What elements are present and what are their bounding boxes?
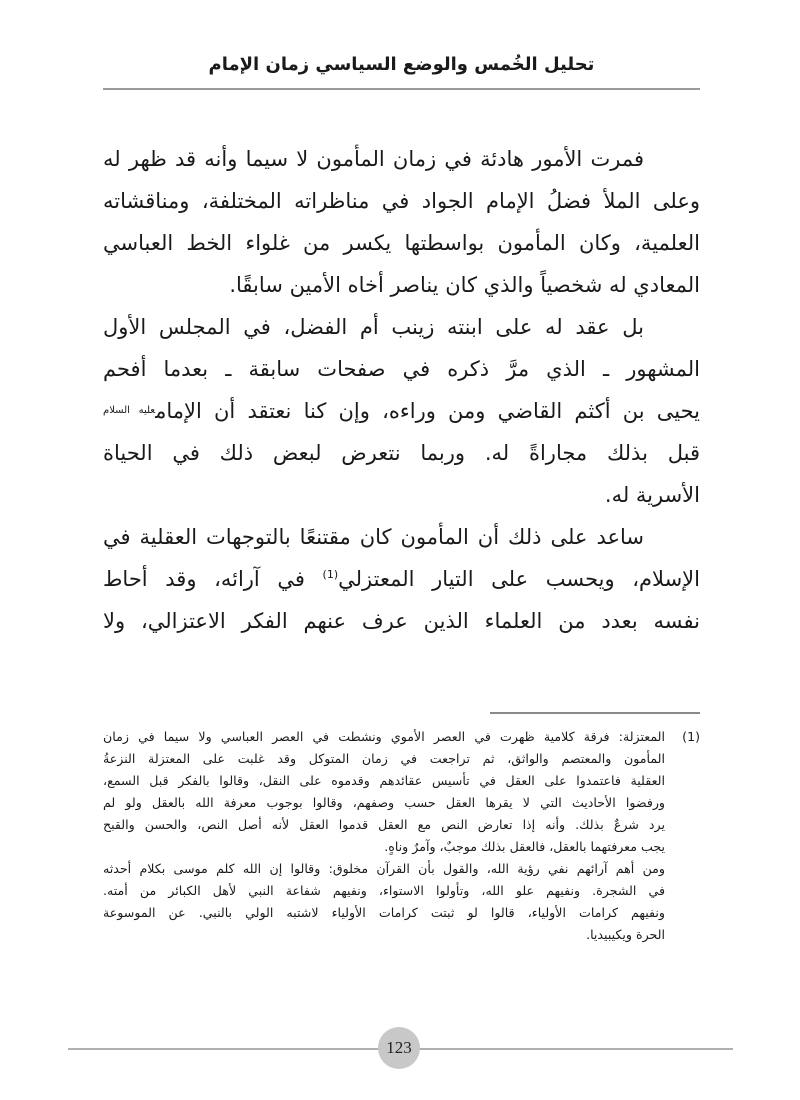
footnote-reference[interactable]: (1) (322, 568, 339, 581)
footnote-divider (490, 712, 700, 714)
footnote-line: في الشجرة. ونفيهم علو الله، وتأولوا الاستواء، ونفيهم شفاعة النبي لأهل الكبائر من أمته. (103, 883, 665, 898)
text-line (103, 390, 700, 432)
text-line: بل عقد له على ابنته زينب أم الفضل، في المجلس الأول (103, 315, 644, 339)
paragraph-1 (103, 138, 700, 306)
text-segment: في آرائه، وقد أحاط (103, 567, 323, 591)
footnote-line: العقلية فاعتمدوا على العقل في تأسيس عقائدهم وقدموه على النقل، وقالوا بالفكر قبل السمع، (103, 773, 665, 788)
text-line: الأسرية له. (604, 483, 700, 507)
paragraph-2 (103, 306, 700, 516)
text-line: قبل بذلك مجاراةً له. وربما نتعرض لبعض ذلك في الحياة (103, 441, 700, 465)
main-text (103, 138, 700, 642)
text-line: وعلى الملأ فضلُ الإمام الجواد في مناظراته المختلفة، ومناقشاته (103, 189, 700, 213)
footnote-line: ورفضوا الأحاديث التي لا يقرها العقل حسب وصفهم، وقالوا بوجوب معرفة الله بالعقل ولو لم (103, 795, 665, 810)
running-header: تحليل الخُمس والوضع السياسي زمان الإمام (208, 54, 595, 75)
footnote-line: يرد شرعٌ بذلك. وأنه إذا تعارض النص مع العقل قدموا العقل لأنه أصل النص، والحسن والقبح (103, 817, 665, 832)
text-line: المعادي له شخصياً والذي كان يناصر أخاه الأمين سابقًا. (229, 273, 700, 297)
footnote-line: الحرة ويكيبيديا. (586, 927, 665, 942)
text-segment: يحيى بن أكثم القاضي ومن وراءه، وإن كنا نعتقد أن الإمام (155, 399, 700, 423)
footnote-line: المعتزلة: فرقة كلامية ظهرت في العصر الأموي ونشطت في العصر العباسي ولا سيما في زمان (103, 729, 665, 744)
text-line: المشهور ـ الذي مرَّ ذكره في صفحات سابقة ـ بعدما أفحم (103, 357, 700, 381)
footnote-line: يجب معرفتهما بالعقل، فالعقل بذلك موجبٌ، وآمرٌ وناهٍ. (384, 839, 665, 854)
honorific-symbol: عليه السلام (103, 405, 156, 416)
paragraph-3 (103, 516, 700, 642)
text-line (103, 558, 700, 600)
page-number: 123 (378, 1027, 420, 1069)
footnote-number: (1) (682, 729, 700, 744)
footnote-line: ومن أهم آرائهم نفي رؤية الله، والقول بأن القرآن مخلوق: وقالوا إن الله كلم موسى بكلام أحدثه (103, 861, 665, 876)
text-line: نفسه بعدد من العلماء الذين عرف عنهم الفكر الاعتزالي، ولا (103, 609, 700, 633)
footnote (103, 726, 700, 946)
text-line: فمرت الأمور هادئة في زمان المأمون لا سيما وأنه قد ظهر له (103, 147, 644, 171)
text-line: العلمية، وكان المأمون بواسطتها يكسر من غلواء الخط العباسي (103, 231, 700, 255)
header-divider (103, 88, 700, 90)
text-segment: الإسلام، ويحسب على التيار المعتزلي (338, 567, 700, 591)
footnote-line: ونفيهم كرامات الأولياء، قالوا لو ثبتت كرامات الأولياء لاشتبه الولي بالنبي. عن الموسوعة (103, 905, 665, 920)
footnote-line: المأمون والمعتصم والواثق، ثم تراجعت في زمان المتوكل وقد غلبت على المعتزلة النزعةُ (103, 751, 665, 766)
text-line: ساعد على ذلك أن المأمون كان مقتنعًا بالتوجهات العقلية في (103, 525, 644, 549)
